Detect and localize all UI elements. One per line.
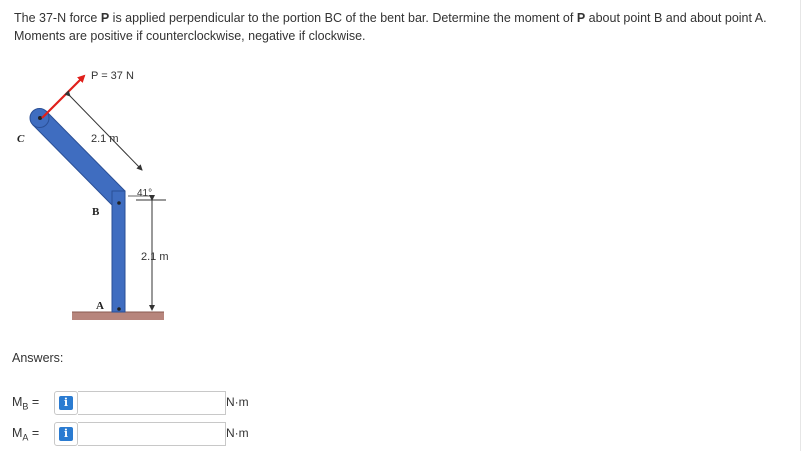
length-ab-label: 2.1 m [141, 251, 169, 263]
info-button[interactable] [54, 391, 78, 415]
answers-heading: Answers: [12, 351, 64, 365]
mb-answer-input[interactable] [78, 391, 226, 415]
point-a-dot [117, 307, 121, 311]
ground-support [72, 312, 164, 320]
ma-answer-input[interactable] [78, 422, 226, 446]
force-symbol: P [100, 11, 110, 25]
bar-segment-bc [33, 111, 125, 205]
info-button[interactable] [54, 422, 78, 446]
length-bc-label: 2.1 m [91, 133, 119, 145]
force-symbol: P [576, 11, 586, 25]
problem-text-1: The 37-N force [14, 11, 101, 25]
point-b-label: B [92, 206, 100, 218]
info-icon: i [59, 427, 73, 441]
force-arrow [42, 76, 84, 118]
angle-label: 41° [137, 188, 153, 199]
variable-label-mb: $M_B$ = [12, 395, 40, 412]
point-a-label: A [96, 300, 104, 312]
variable-label-ma: $M_A$ = [12, 426, 40, 443]
info-icon: i [59, 396, 73, 410]
unit-label: N·m [226, 426, 249, 440]
point-c-dot [38, 116, 42, 120]
point-c-label: C [17, 133, 25, 145]
unit-label: N·m [226, 395, 249, 409]
point-b-dot [117, 201, 121, 205]
bar-segment-ab [112, 191, 125, 312]
problem-text-3: about point B and about point A. Moments are positive if counterclockwise, negative if clockwise. [14, 11, 767, 43]
force-label: P = 37 N [91, 70, 134, 82]
problem-text-2: is applied perpendicular to the portion BC of the bent bar. Determine the moment of [109, 11, 577, 25]
